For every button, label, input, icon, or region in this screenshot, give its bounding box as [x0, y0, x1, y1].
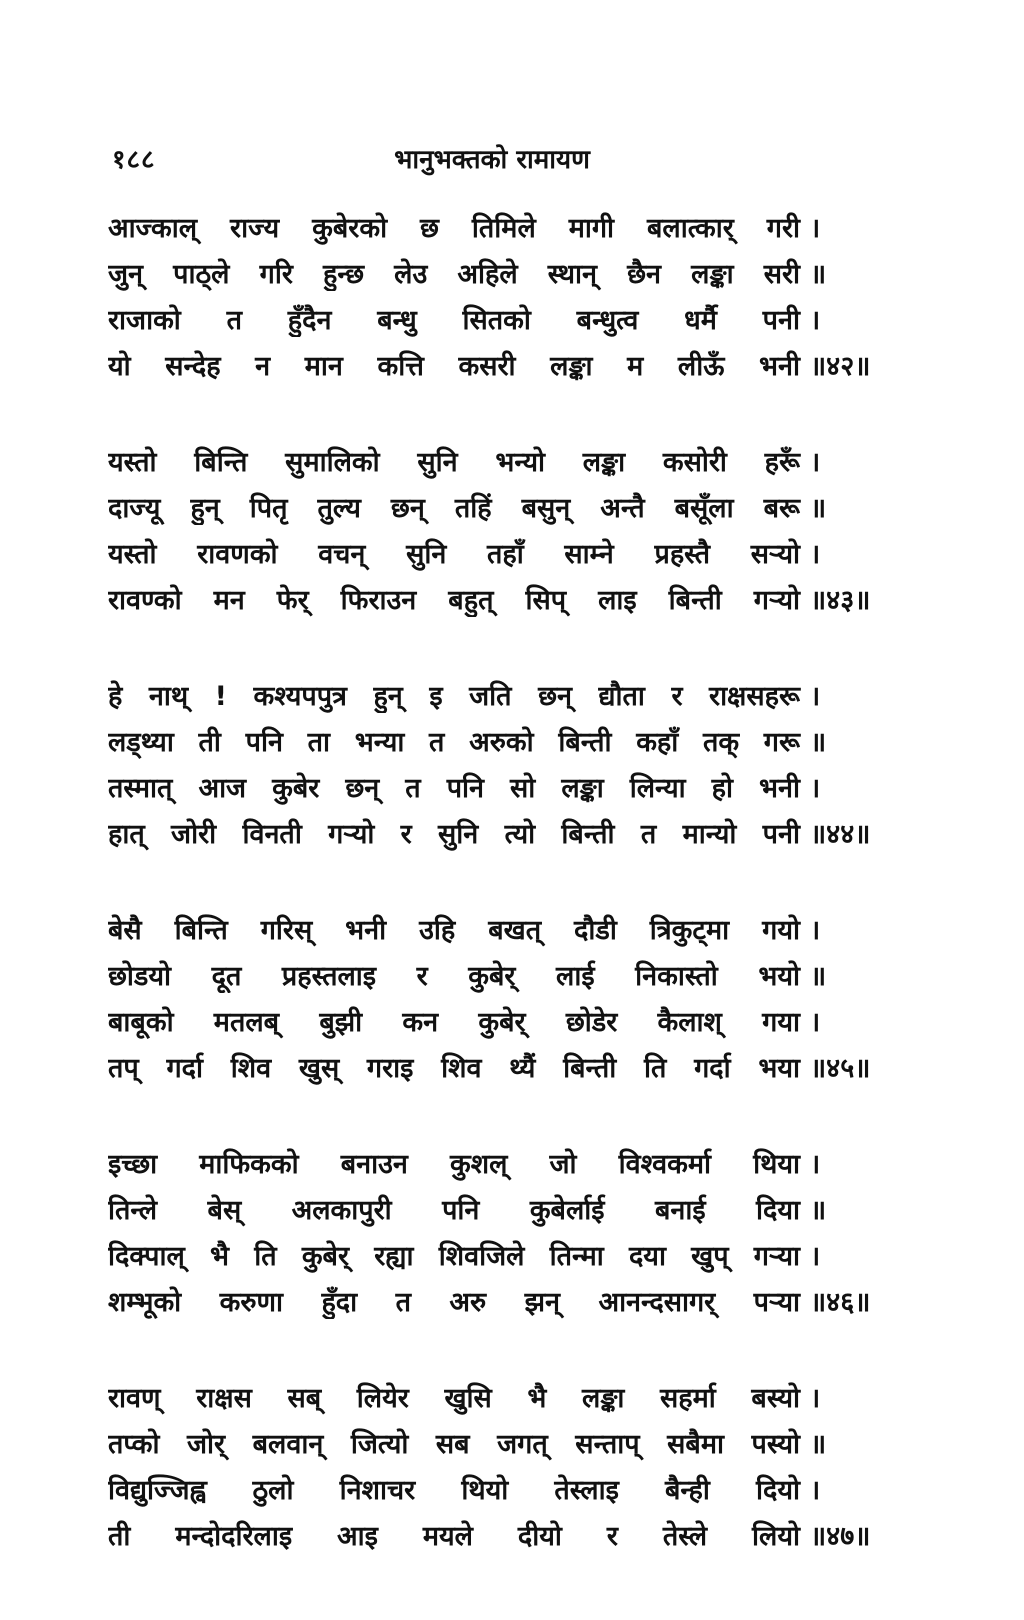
- stanza-45: [108, 910, 878, 1094]
- stanza-46: [108, 1144, 878, 1328]
- verse-line: [108, 1424, 878, 1470]
- verse-text: तस्मात् आज कुबेर छन् त पनि सो लङ्का लिन्या हो भनी: [108, 773, 800, 804]
- verse-line: [108, 1470, 878, 1516]
- verse-line: [108, 346, 878, 392]
- verse-number: ॥४४॥: [810, 819, 871, 850]
- verse-text: तिन्ले बेस् अलकापुरी पनि कुबेर्लाई बनाई दिया: [108, 1195, 800, 1226]
- verse-line: [108, 814, 878, 860]
- verse-line: [108, 676, 878, 722]
- verse-mark: ।: [810, 1383, 821, 1414]
- stanza-42: [108, 208, 878, 392]
- stanza-47: [108, 1378, 878, 1562]
- verse-line: [108, 956, 878, 1002]
- verse-mark: ॥: [810, 961, 827, 992]
- verse-mark: ।: [810, 1149, 821, 1180]
- verse-number: ॥४३॥: [810, 585, 871, 616]
- verse-line: [108, 1002, 878, 1048]
- verse-line: [108, 534, 878, 580]
- verse-text: यो सन्देह न मान कत्ति कसरी लङ्का म लीऊँ भनी: [108, 351, 800, 382]
- verse-line: [108, 488, 878, 534]
- verse-text: बेसै बिन्ति गरिस् भनी उहि बखत् दौडी त्रिकुट्मा गयो: [108, 915, 800, 946]
- verse-text: इच्छा माफिकको बनाउन कुशल् जो विश्वकर्मा थिया: [108, 1149, 800, 1180]
- verse-text: छोडयो दूत प्रहस्तलाइ र कुबेर् लाई निकास्तो भयो: [108, 961, 800, 992]
- verse-line: [108, 300, 878, 346]
- verse-mark: ॥: [810, 1429, 827, 1460]
- verse-block: [108, 208, 878, 1612]
- verse-text: ती मन्दोदरिलाइ आइ मयले दीयो र तेस्ले लियो: [108, 1521, 800, 1552]
- verse-text: बाबूको मतलब् बुझी कन कुबेर् छोडेर कैलाश् गया: [108, 1007, 800, 1038]
- verse-text: यस्तो बिन्ति सुमालिको सुनि भन्यो लङ्का कसोरी हरूँ: [108, 447, 800, 478]
- verse-mark: ॥: [810, 727, 827, 758]
- verse-text: हे नाथ् ! कश्यपपुत्र हुन् इ जति छन् द्यौता र राक्षसहरू: [108, 681, 800, 712]
- running-header: [112, 140, 872, 180]
- verse-line: [108, 722, 878, 768]
- verse-mark: ।: [810, 915, 821, 946]
- verse-number: ॥४२॥: [810, 351, 871, 382]
- verse-text: तप्को जोर् बलवान् जित्यो सब जगत् सन्ताप् सबैमा पस्यो: [108, 1429, 800, 1460]
- verse-line: [108, 1282, 878, 1328]
- verse-text: विद्युज्जिह्व ठुलो निशाचर थियो तेस्लाइ बैन्ही दियो: [108, 1475, 800, 1506]
- verse-line: [108, 1236, 878, 1282]
- verse-text: रावण् राक्षस सब् लियेर खुसि भै लङ्का सहर्मा बस्यो: [108, 1383, 800, 1414]
- stanza-43: [108, 442, 878, 626]
- verse-text: दाज्यू हुन् पितृ तुल्य छन् तहिं बसुन् अन्तै बसूँला बरू: [108, 493, 800, 524]
- verse-mark: ।: [810, 1475, 821, 1506]
- verse-mark: ॥: [810, 1195, 827, 1226]
- verse-line: [108, 254, 878, 300]
- verse-line: [108, 1048, 878, 1094]
- verse-text: शम्भूको करुणा हुँदा त अरु झन् आनन्दसागर् पऱ्या: [108, 1287, 800, 1318]
- verse-mark: ॥: [810, 259, 827, 290]
- verse-line: [108, 1190, 878, 1236]
- verse-mark: ॥: [810, 493, 827, 524]
- verse-mark: ।: [810, 681, 821, 712]
- verse-number: ॥४७॥: [810, 1521, 871, 1552]
- verse-text: हात् जोरी विनती गऱ्यो र सुनि त्यो बिन्ती त मान्यो पनी: [108, 819, 800, 850]
- verse-line: [108, 580, 878, 626]
- verse-mark: ।: [810, 1007, 821, 1038]
- verse-text: यस्तो रावणको वचन् सुनि तहाँ साम्ने प्रहस्तै सऱ्यो: [108, 539, 800, 570]
- verse-line: [108, 442, 878, 488]
- page-number: १८८: [112, 145, 156, 175]
- verse-line: [108, 910, 878, 956]
- verse-line: [108, 768, 878, 814]
- verse-mark: ।: [810, 305, 821, 336]
- verse-line: [108, 1144, 878, 1190]
- verse-mark: ।: [810, 447, 821, 478]
- verse-mark: ।: [810, 1241, 821, 1272]
- book-title: भानुभक्तको रामायण: [394, 145, 590, 175]
- verse-text: आज्काल् राज्य कुबेरको छ तिमिले मागी बलात्कार् गरी: [108, 213, 800, 244]
- verse-number: ॥४६॥: [810, 1287, 871, 1318]
- verse-text: दिक्पाल् भै ति कुबेर् रह्या शिवजिले तिन्मा दया खुप् गऱ्या: [108, 1241, 800, 1272]
- verse-text: तप् गर्दा शिव खुस् गराइ शिव थ्यैं बिन्ती ति गर्दा भया: [108, 1053, 800, 1084]
- stanza-44: [108, 676, 878, 860]
- verse-text: जुन् पाठ्ले गरि हुन्छ लेउ अहिले स्थान् छैन लङ्का सरी: [108, 259, 800, 290]
- verse-mark: ।: [810, 213, 821, 244]
- verse-mark: ।: [810, 773, 821, 804]
- verse-line: [108, 1378, 878, 1424]
- verse-number: ॥४५॥: [810, 1053, 871, 1084]
- verse-text: राजाको त हुँदैन बन्धु सितको बन्धुत्व धर्मै पनी: [108, 305, 800, 336]
- verse-line: [108, 1516, 878, 1562]
- verse-line: [108, 208, 878, 254]
- verse-text: रावण्को मन फेर् फिराउन बहुत् सिप् लाइ बिन्ती गऱ्यो: [108, 585, 800, 616]
- verse-text: लड्थ्या ती पनि ता भन्या त अरुको बिन्ती कहाँ तक् गरू: [108, 727, 800, 758]
- verse-mark: ।: [810, 539, 821, 570]
